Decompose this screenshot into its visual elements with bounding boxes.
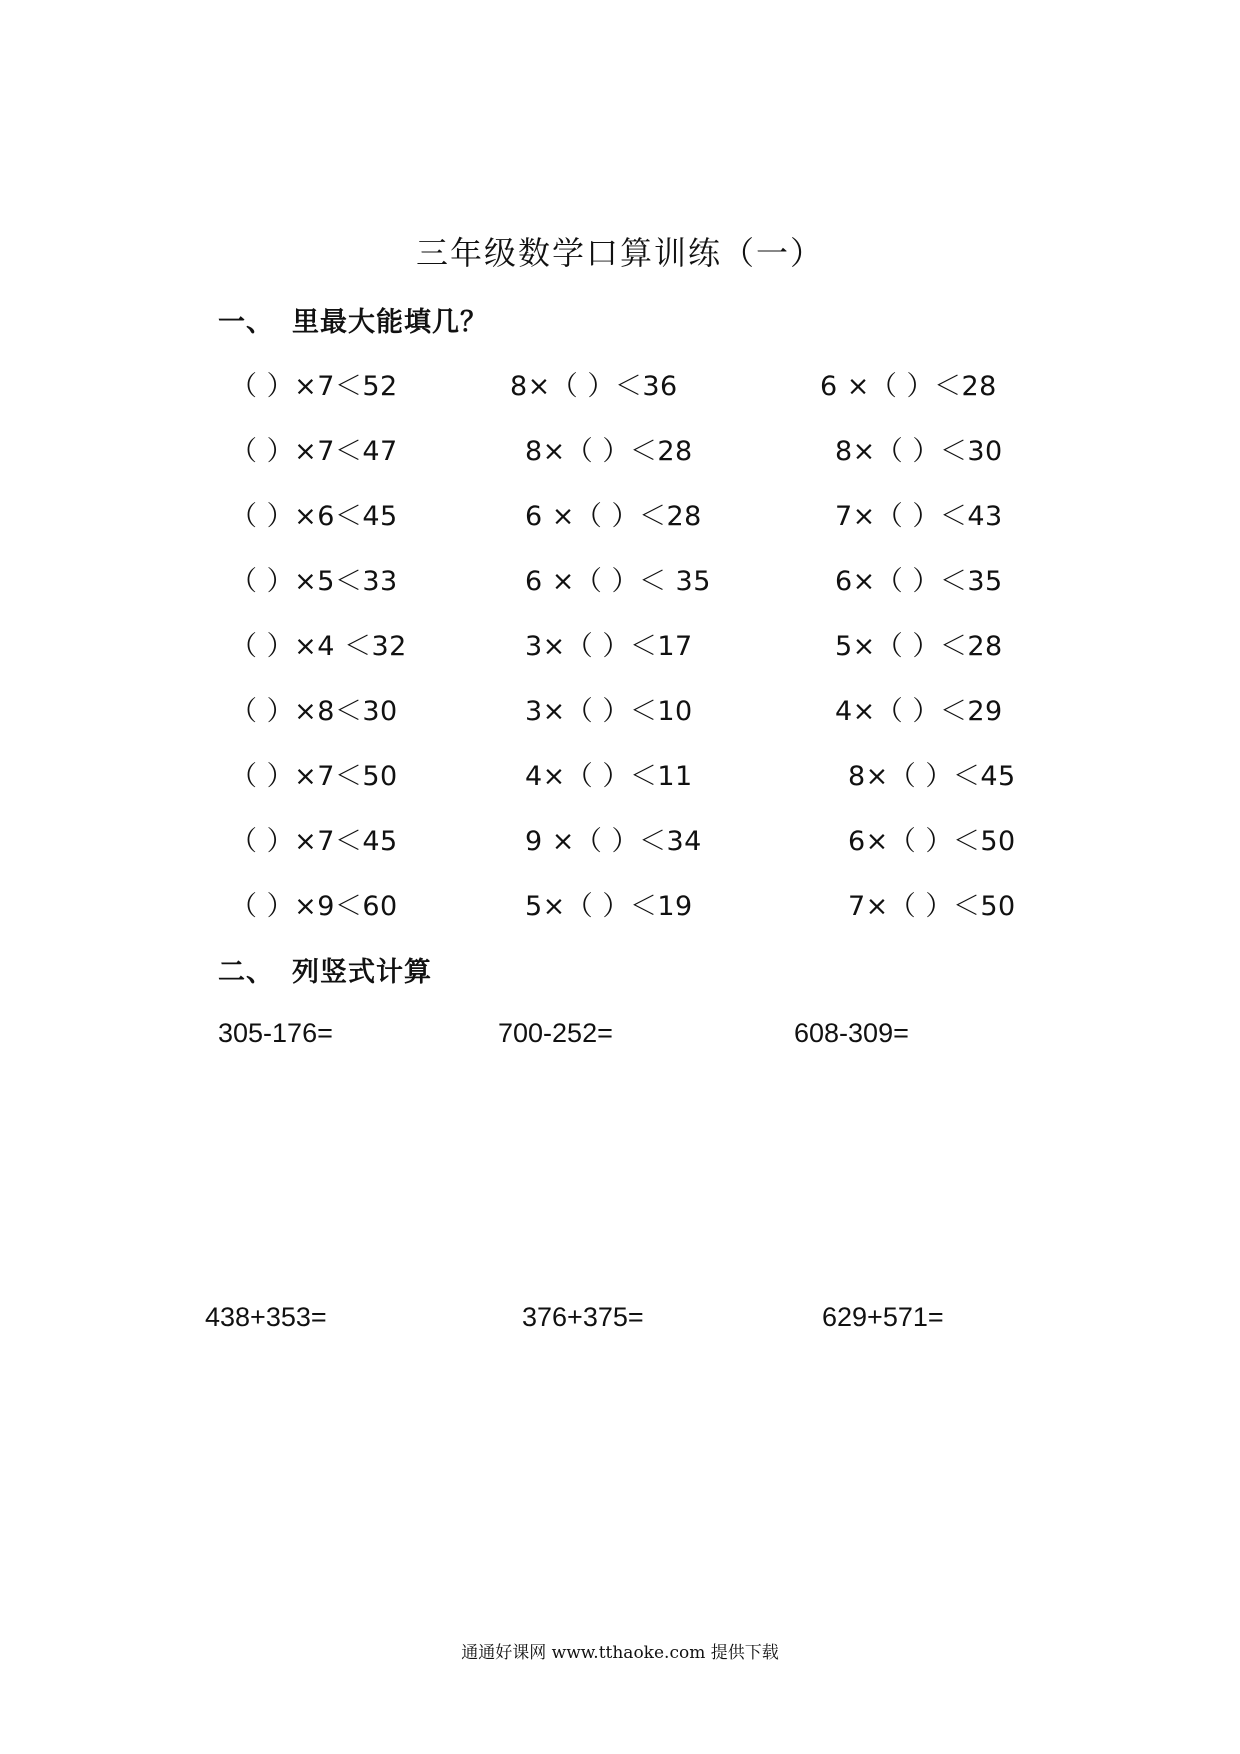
vertical-problem: 629+571=: [822, 1302, 944, 1332]
problem: 5×（ ）＜19: [525, 891, 693, 922]
problem: （ ）×7＜47: [230, 436, 398, 467]
footer-credit: 通通好课网 www.tthaoke.com 提供下载: [461, 1643, 779, 1663]
problem: （ ）×5＜33: [230, 566, 398, 597]
problem: 4×（ ）＜29: [835, 696, 1003, 727]
problem: 6×（ ）＜35: [835, 566, 1003, 597]
problem: 3×（ ）＜10: [525, 696, 693, 727]
section-1-title: 里最大能填几？: [292, 307, 488, 338]
problem: 6×（ ）＜50: [848, 826, 1016, 857]
problem: 3×（ ）＜17: [525, 631, 693, 662]
section-2-title: 列竖式计算: [292, 957, 432, 988]
problem: （ ）×4 ＜32: [230, 631, 407, 662]
section-1-number: 一、: [218, 307, 274, 338]
section-2-number: 二、: [218, 957, 274, 988]
section-1-heading: [218, 300, 488, 339]
vertical-problem: 608-309=: [794, 1018, 909, 1048]
problem: 7×（ ）＜43: [835, 501, 1003, 532]
problem: 5×（ ）＜28: [835, 631, 1003, 662]
problem: 6 ×（ ）＜28: [525, 501, 702, 532]
vertical-problem: 438+353=: [205, 1302, 327, 1332]
problem: （ ）×7＜50: [230, 761, 398, 792]
problem: 8×（ ）＜36: [510, 371, 678, 402]
problem: （ ）×7＜52: [230, 371, 398, 402]
page-title: 三年级数学口算训练（一）: [415, 234, 824, 272]
problem: 6 ×（ ）＜ 35: [525, 566, 711, 597]
vertical-problem: 305-176=: [218, 1018, 333, 1048]
problem: （ ）×7＜45: [230, 826, 398, 857]
problem: 8×（ ）＜45: [848, 761, 1016, 792]
problem: （ ）×8＜30: [230, 696, 398, 727]
problem: （ ）×6＜45: [230, 501, 398, 532]
problem: 6 ×（ ）＜28: [820, 371, 997, 402]
problem: 8×（ ）＜30: [835, 436, 1003, 467]
vertical-problem: 376+375=: [522, 1302, 644, 1332]
problem: （ ）×9＜60: [230, 891, 398, 922]
section-2-heading: [218, 950, 432, 989]
problem: 7×（ ）＜50: [848, 891, 1016, 922]
problem: 8×（ ）＜28: [525, 436, 693, 467]
problem: 4×（ ）＜11: [525, 761, 693, 792]
vertical-problem: 700-252=: [498, 1018, 613, 1048]
problem: 9 ×（ ）＜34: [525, 826, 702, 857]
